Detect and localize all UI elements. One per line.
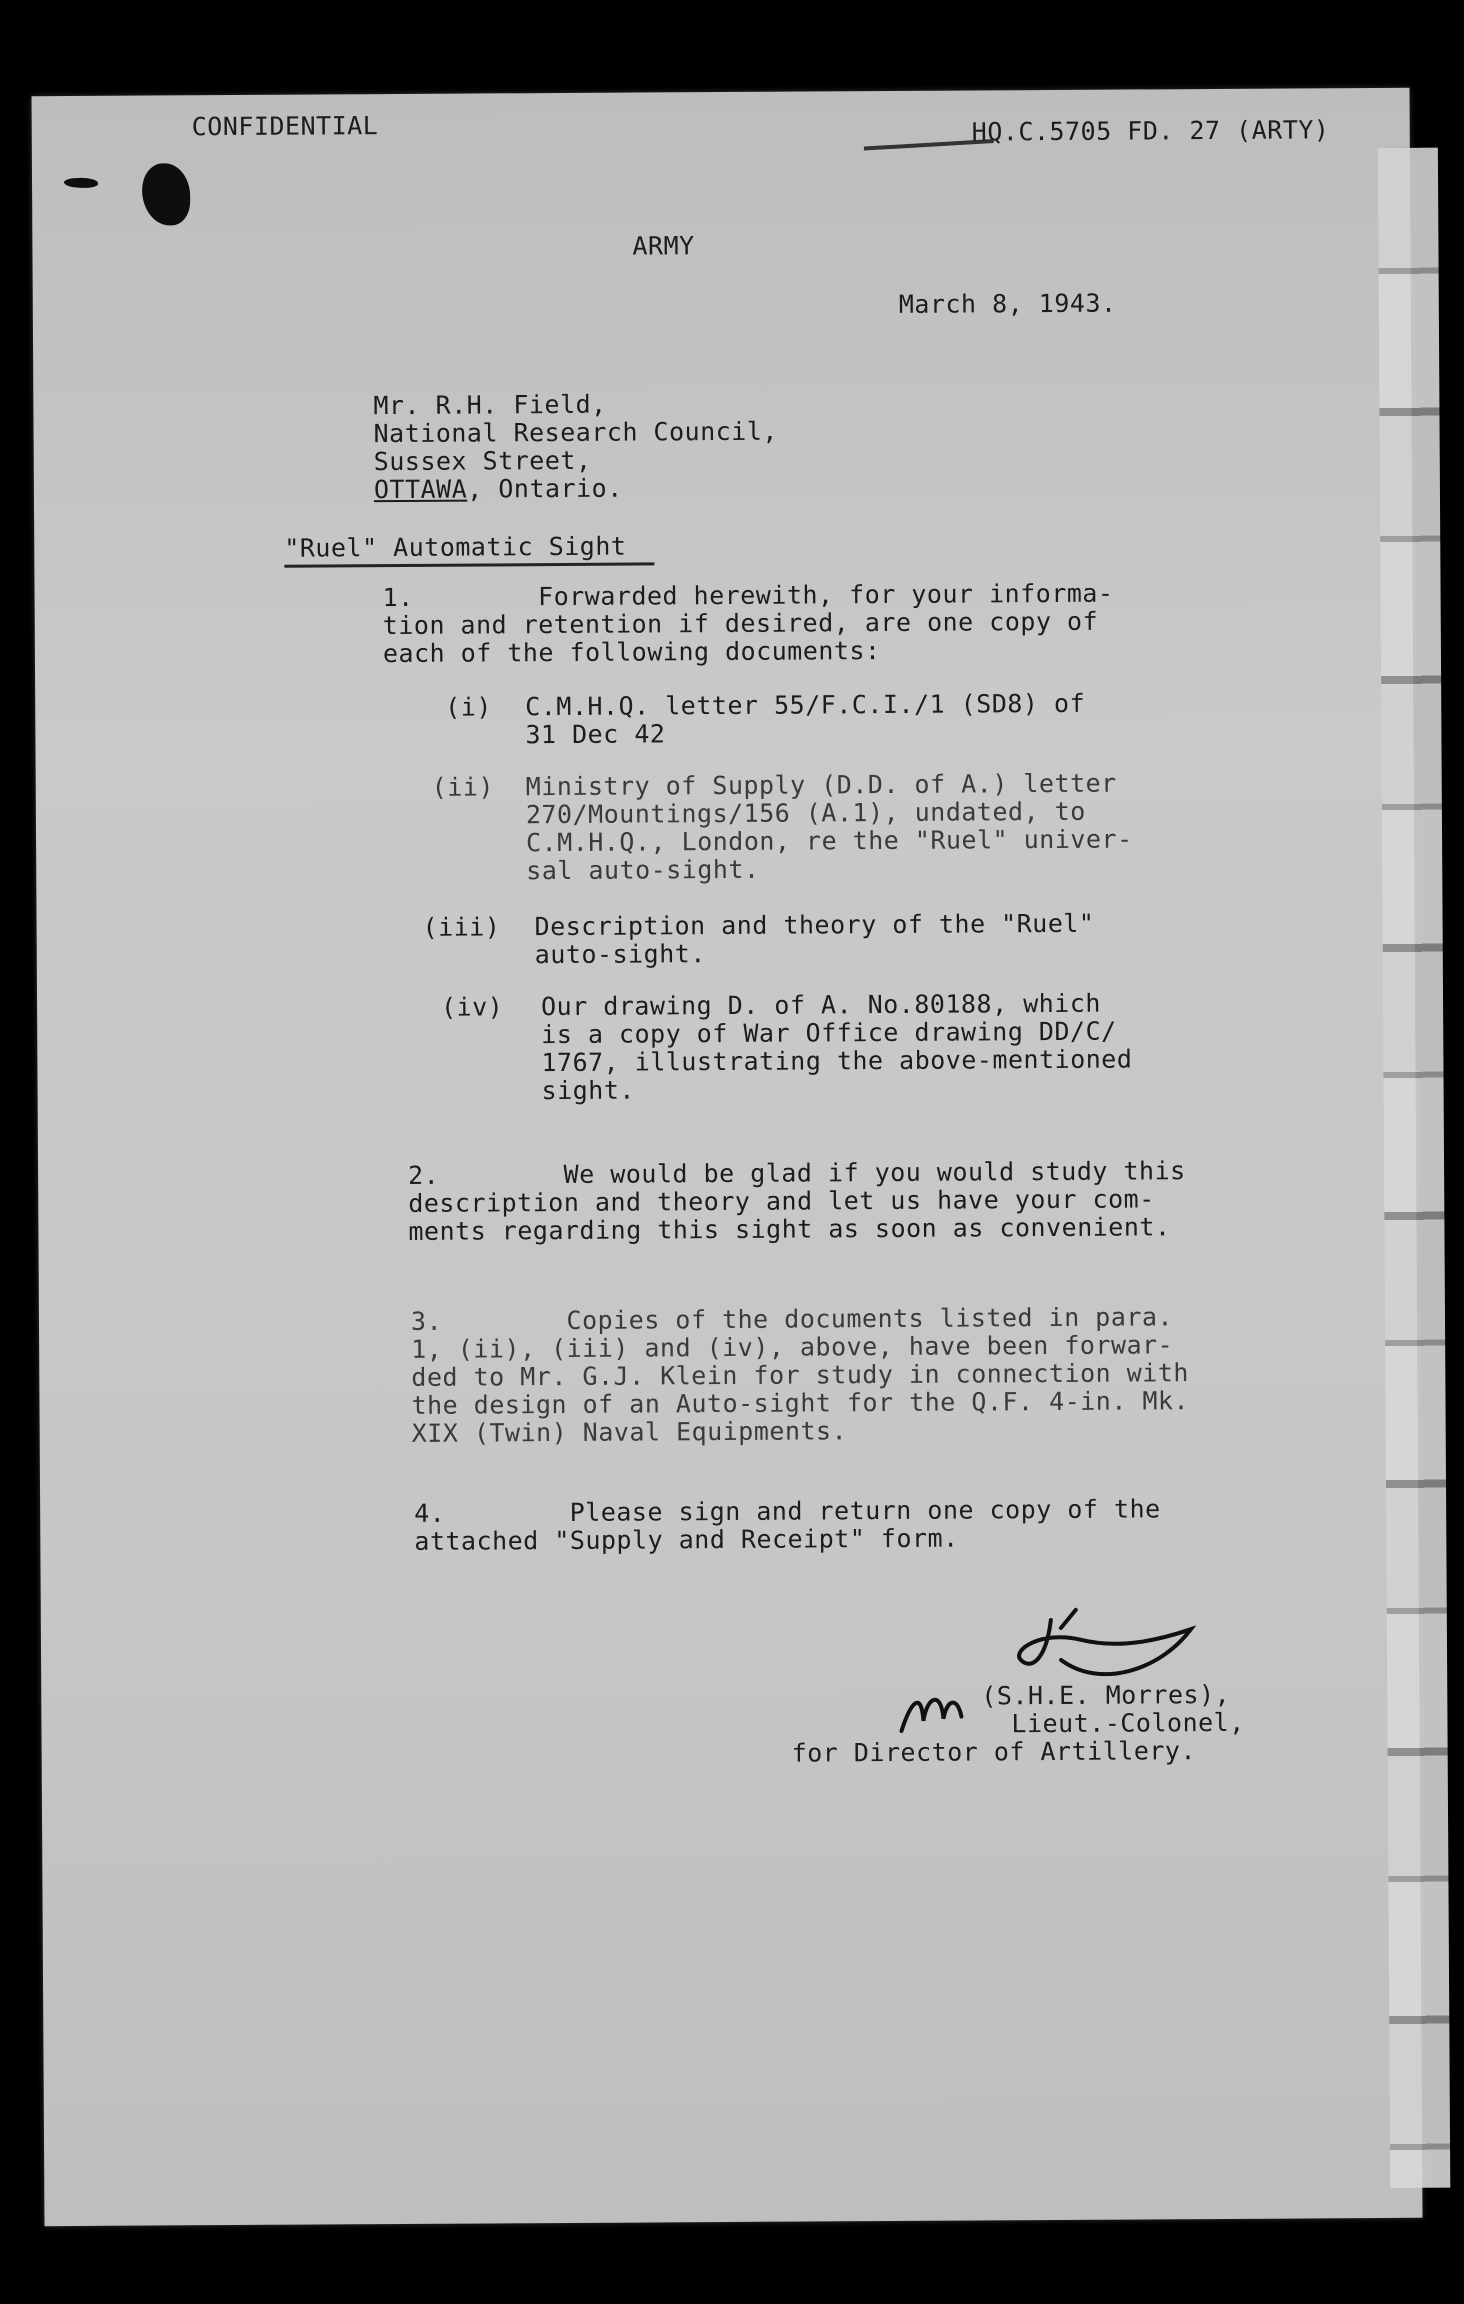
signatory-role: for Director of Artillery.	[791, 1736, 1197, 1768]
para4-line: attached "Supply and Receipt" form.	[414, 1523, 959, 1556]
file-reference: HQ.C.5705 FD. 27 (ARTY)	[971, 115, 1330, 147]
para2-line: ments regarding this sight as soon as convenient.	[408, 1212, 1171, 1246]
item-line: auto-sight.	[534, 939, 706, 970]
subject-line: "Ruel" Automatic Sight	[284, 531, 627, 563]
subject-underline	[284, 562, 654, 567]
para3-line: 3. Copies of the documents listed in para.	[410, 1302, 1174, 1336]
addressee-province: , Ontario.	[467, 473, 623, 504]
item-line: 1767, illustrating the above-mentioned	[541, 1044, 1133, 1078]
item-number: (ii)	[431, 772, 495, 802]
item-line: 31 Dec 42	[525, 719, 666, 750]
item-number: (i)	[445, 692, 492, 722]
item-line: C.M.H.Q., London, re the "Ruel" univer-	[525, 824, 1133, 858]
para3-line: 1, (ii), (iii) and (iv), above, have been forwar-	[411, 1330, 1174, 1364]
para3-line: the design of an Auto-sight for the Q.F. 4-in. Mk.	[411, 1386, 1190, 1420]
document-page	[32, 88, 1423, 2226]
addressee-city: OTTAWA	[373, 474, 468, 505]
para1-line: tion and retention if desired, are one copy of	[382, 606, 1099, 641]
ink-blot-icon	[142, 163, 190, 225]
addressee-organization: National Research Council,	[373, 416, 778, 449]
para2-line: description and theory and let us have your com-	[408, 1184, 1155, 1218]
item-line: 270/Mountings/156 (A.1), undated, to	[525, 796, 1086, 830]
ink-mark-icon	[64, 178, 98, 188]
item-line: sight.	[541, 1075, 635, 1106]
para3-line: ded to Mr. G.J. Klein for study in connection with	[411, 1358, 1189, 1392]
service-heading: ARMY	[632, 231, 695, 261]
para2-line: 2. We would be glad if you would study this	[408, 1156, 1186, 1190]
signatory-rank: Lieut.-Colonel,	[1011, 1707, 1245, 1739]
torn-page-edge	[1378, 148, 1450, 2188]
signatory-name: (S.H.E. Morres),	[981, 1679, 1231, 1711]
item-line: Description and theory of the "Ruel"	[534, 908, 1095, 942]
para3-line: XIX (Twin) Naval Equipments.	[411, 1416, 848, 1448]
addressee-street: Sussex Street,	[373, 445, 592, 477]
item-number: (iii)	[422, 912, 501, 942]
item-line: is a copy of War Office drawing DD/C/	[541, 1016, 1117, 1050]
item-line: sal auto-sight.	[526, 854, 760, 886]
letter-date: March 8, 1943.	[898, 288, 1117, 319]
item-line: Ministry of Supply (D.D. of A.) letter	[525, 768, 1117, 802]
classification-label: CONFIDENTIAL	[191, 111, 379, 142]
item-line: Our drawing D. of A. No.80188, which	[540, 988, 1102, 1022]
addressee-name: Mr. R.H. Field,	[373, 389, 607, 421]
addressee-city-line	[374, 475, 623, 505]
item-line: C.M.H.Q. letter 55/F.C.I./1 (SD8) of	[525, 688, 1086, 722]
para4-line: 4. Please sign and return one copy of the	[414, 1494, 1161, 1528]
para1-line: each of the following documents:	[382, 636, 881, 669]
item-number: (iv)	[440, 992, 504, 1022]
para1-line: 1. Forwarded herewith, for your informa-	[382, 578, 1114, 613]
